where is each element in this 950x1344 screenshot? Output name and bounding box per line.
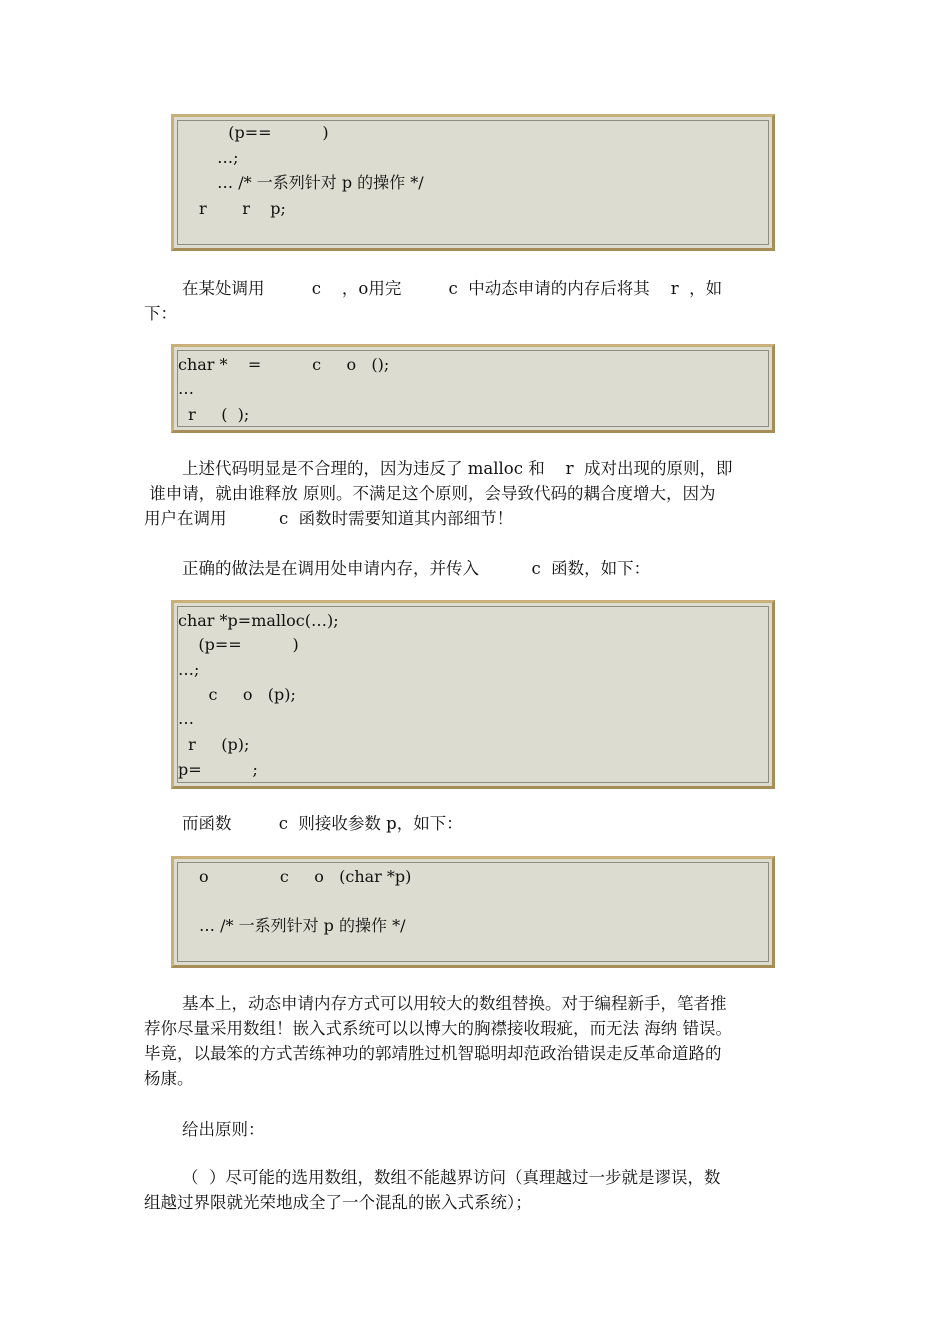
code-line: … <box>178 709 194 728</box>
paragraph-principle-1 <box>144 1165 808 1215</box>
paragraph-line: 荐你尽量采用数组！嵌入式系统可以以博大的胸襟接收瑕疵，而无法 海纳 错误。 <box>144 1019 732 1038</box>
paragraph-call-release <box>144 276 808 326</box>
code-line: … <box>178 379 194 398</box>
paragraph-line: 给出原则： <box>182 1120 265 1139</box>
code-line: c o (p); <box>178 685 296 704</box>
paragraph-line: 正确的做法是在调用处申请内存，并传入 c 函数，如下： <box>182 559 651 578</box>
code-line: r r p; <box>199 199 286 218</box>
paragraph-line: 毕竟，以最笨的方式苦练神功的郭靖胜过机智聪明却范政治错误走反革命道路的 <box>144 1044 722 1063</box>
paragraph-line: 组越过界限就光荣地成全了一个混乱的嵌入式系统）； <box>144 1193 532 1212</box>
paragraph-principles-heading <box>144 1117 808 1142</box>
paragraph-correct-approach <box>144 556 808 581</box>
paragraph-array-advice <box>144 991 808 1091</box>
paragraph-malloc-free-principle <box>144 456 808 531</box>
code-block-4 <box>171 856 775 968</box>
code-block-2 <box>171 344 775 433</box>
paragraph-line: （ ）尽可能的选用数组，数组不能越界访问（真理越过一步就是谬误，数 <box>182 1168 721 1187</box>
paragraph-line: 在某处调用 c ，o用完 c 中动态申请的内存后将其 r ，如 <box>182 279 723 298</box>
code-line: … /* 一系列针对 p 的操作 */ <box>207 173 424 192</box>
code-block-3 <box>171 600 775 789</box>
paragraph-line: 下： <box>144 304 177 323</box>
code-block-1 <box>171 114 775 251</box>
code-line: char * = c o (); <box>178 355 390 374</box>
paragraph-function-receives <box>144 811 808 836</box>
paragraph-line: 而函数 c 则接收参数 p，如下： <box>182 814 463 833</box>
code-line: (p== ) <box>213 123 329 142</box>
code-line: p= ; <box>178 760 258 779</box>
code-line: r (p); <box>178 735 250 754</box>
code-line: … /* 一系列针对 p 的操作 */ <box>199 916 406 935</box>
paragraph-line: 杨康。 <box>144 1069 194 1088</box>
code-line: …; <box>207 148 239 167</box>
paragraph-line: 用户在调用 c 函数时需要知道其内部细节！ <box>144 509 514 528</box>
paragraph-line: 基本上，动态申请内存方式可以用较大的数组替换。对于编程新手，笔者推 <box>182 994 727 1013</box>
paragraph-line: 上述代码明显是不合理的，因为违反了 malloc 和 r 成对出现的原则，即 <box>182 459 733 478</box>
code-line: o c o (char *p) <box>199 867 412 886</box>
code-line: r ( ); <box>178 405 250 424</box>
code-line: …; <box>178 660 200 679</box>
code-line: (p== ) <box>178 635 299 654</box>
code-line: char *p=malloc(…); <box>178 611 339 630</box>
paragraph-line: 谁申请，就由谁释放 原则。不满足这个原则，会导致代码的耦合度增大，因为 <box>144 484 716 503</box>
